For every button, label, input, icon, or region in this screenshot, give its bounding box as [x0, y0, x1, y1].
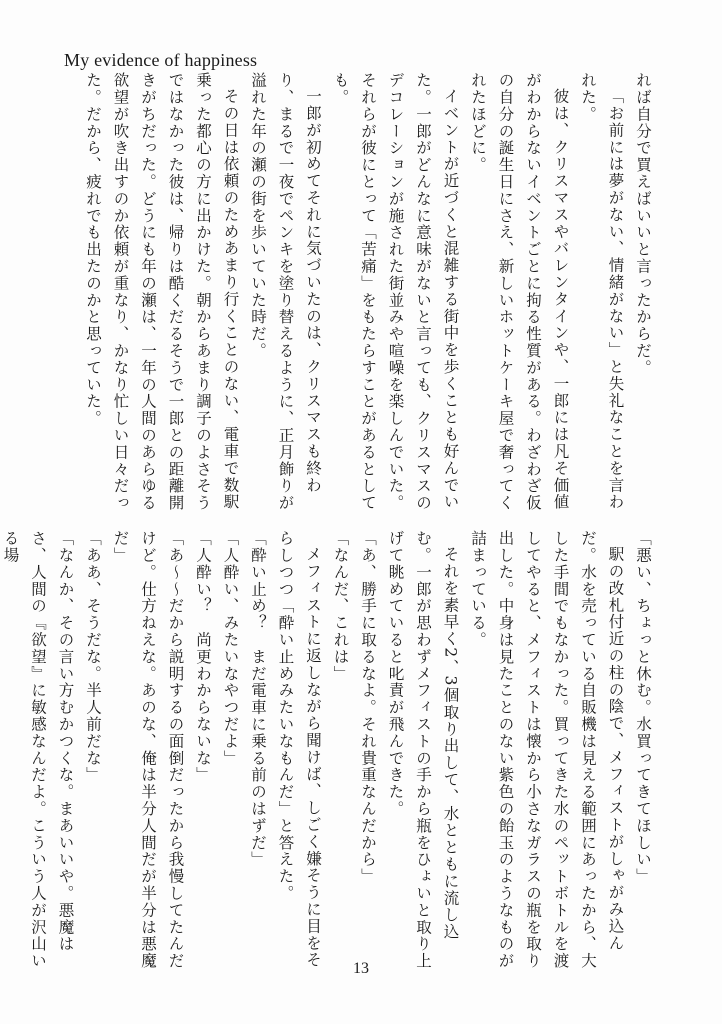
paragraph: 「お前には夢がない、情緒がない」と失礼なことを言われた。	[579, 72, 625, 510]
paragraph: イベントが近づくと混雑する街中を歩くことも好んでいた。一郎がどんなに意味がないと言っても、クリスマスのデコレーションが施された街並みや喧噪を楽しんでいた。それらが彼にとって「苦痛」をもたらすことがあるとしても。	[331, 72, 460, 512]
paragraph: 彼は、クリスマスやバレンタインや、一郎には凡そ価値がわからないイベントごとに拘る性質がある。わざわざ仮の自分の誕生日にさえ、新しいホットケーキ屋で奢ってくれたほどに。	[469, 72, 570, 512]
paragraph: 駅の改札付近の柱の陰で、メフィストがしゃがみ込んだ。水を売っている自販機は見える範囲にあったから、大した手間でもなかった。買ってきた水のペットボトルを渡してやると、メフィストは懐から小さなガラスの瓶を取り出した。中身は見たことのない紫色の飴玉のようなものが詰まっている。	[469, 530, 625, 970]
lower-text-block	[1, 530, 656, 970]
paragraph: 「あ、勝手に取るなよ。それ貴重なんだから」	[359, 530, 377, 885]
upper-text-block	[56, 72, 656, 512]
paragraph: 「なんか、その言い方むかつくな。まあいいや。悪魔はさ、人間の『欲望』に敏感なんだよ。こういう人が沢山いる場	[1, 530, 75, 970]
paragraph: 「酔い止め？ まだ電車に乗る前のはずだ」	[249, 530, 267, 868]
paragraph: それを素早く2、3個取り出して、水とともに流し込む。一郎が思わずメフィストの手から瓶をひょいと取り上げて眺めていると叱責が飛んできた。	[386, 530, 460, 970]
paragraph: 「悪い、ちょっと休む。水買ってきてほしい」	[634, 530, 652, 885]
paragraph: 一郎が初めてそれに気づいたのは、クリスマスも終わり、まるで一夜でペンキを塗り替えるように、正月飾りが溢れた年の瀬の街を歩いていた時だ。	[249, 72, 322, 512]
paragraph: メフィストに返しながら聞けば、しごく嫌そうに目をそらしつつ「酔い止めみたいなもんだ」と答えた。	[276, 530, 322, 968]
paragraph: 「ああ、そうだな。半人前だな」	[84, 530, 102, 784]
paragraph: 「人酔い？ 尚更わからないな」	[194, 530, 212, 784]
paragraph: 「あ〜〜だから説明するの面倒だったから我慢してたんだけど。仕方ねえな。あのな、俺は半分人間だが半分は悪魔だ」	[111, 530, 185, 970]
page-number: 13	[353, 960, 369, 977]
paragraph: 「人酔い、みたいなやつだよ」	[221, 530, 240, 767]
running-title: My evidence of happiness	[64, 50, 258, 70]
paragraph: 「なんだ、これは」	[331, 530, 350, 683]
paragraph: れば自分で買えばいいと言ったからだ。	[634, 72, 652, 377]
paragraph: その日は依頼のためあまり行くことのない、電車で数駅乗った都心の方に出かけた。朝からあまり調子のよさそうではなかった彼は、帰りは酷くだるそうで一郎との距離開きがちだった。どうにも年の瀬は、一年の人間のあらゆる欲望が吹き出すのか依頼が重なり、かなり忙しい日々だった。だから、疲れでも出たのかと思っていた。	[84, 72, 240, 512]
